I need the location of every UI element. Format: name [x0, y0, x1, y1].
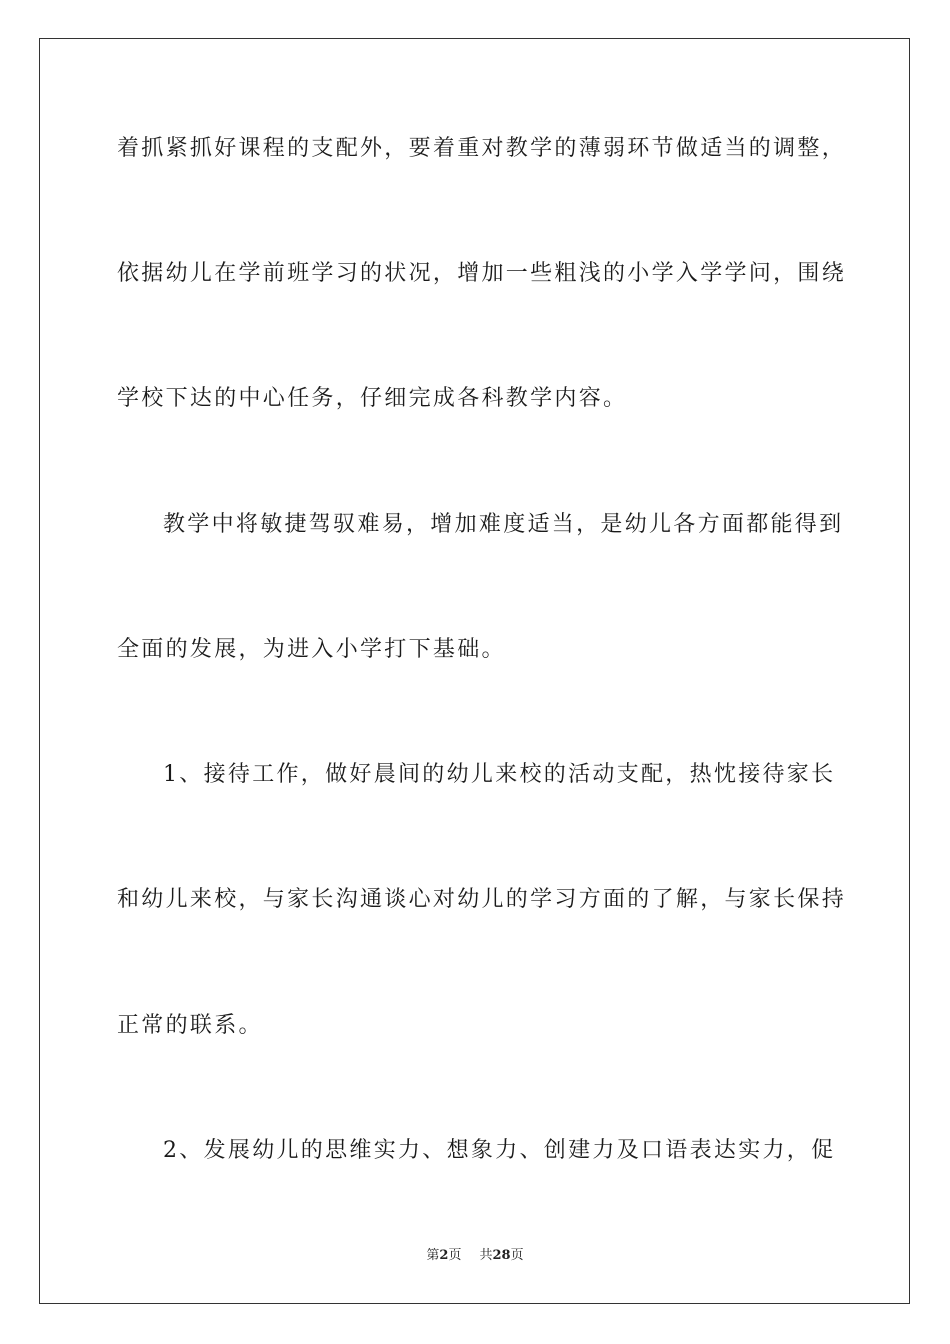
body-text-line: 正常的联系。: [117, 1013, 263, 1038]
body-text-line: 和幼儿来校，与家长沟通谈心对幼儿的学习方面的了解，与家长保持: [117, 887, 847, 912]
body-text-line: 依据幼儿在学前班学习的状况，增加一些粗浅的小学入学学问，围绕: [117, 261, 847, 286]
page-border: [39, 38, 910, 1304]
footer-total-prefix: 共: [479, 1248, 493, 1263]
body-text-line: 全面的发展，为进入小学打下基础。: [117, 637, 506, 662]
footer-page-suffix: 页: [448, 1248, 462, 1263]
list-item-2-first-line: 2、发展幼儿的思维实力、想象力、创建力及口语表达实力，促: [163, 1138, 836, 1163]
list-item-1-first-line: 1、接待工作，做好晨间的幼儿来校的活动支配，热忱接待家长: [163, 762, 836, 787]
footer-page-number: 2: [439, 1248, 449, 1263]
body-text-line: 学校下达的中心任务，仔细完成各科教学内容。: [117, 386, 628, 411]
paragraph-first-line: 教学中将敏捷驾驭难易，增加难度适当，是幼儿各方面都能得到: [163, 512, 844, 537]
body-text-line: 着抓紧抓好课程的支配外，要着重对教学的薄弱环节做适当的调整，: [117, 136, 847, 161]
footer-total-suffix: 页: [510, 1248, 524, 1263]
footer-page-prefix: 第: [426, 1248, 440, 1263]
footer-total-pages: 28: [492, 1248, 511, 1263]
page-footer: [0, 1247, 950, 1265]
